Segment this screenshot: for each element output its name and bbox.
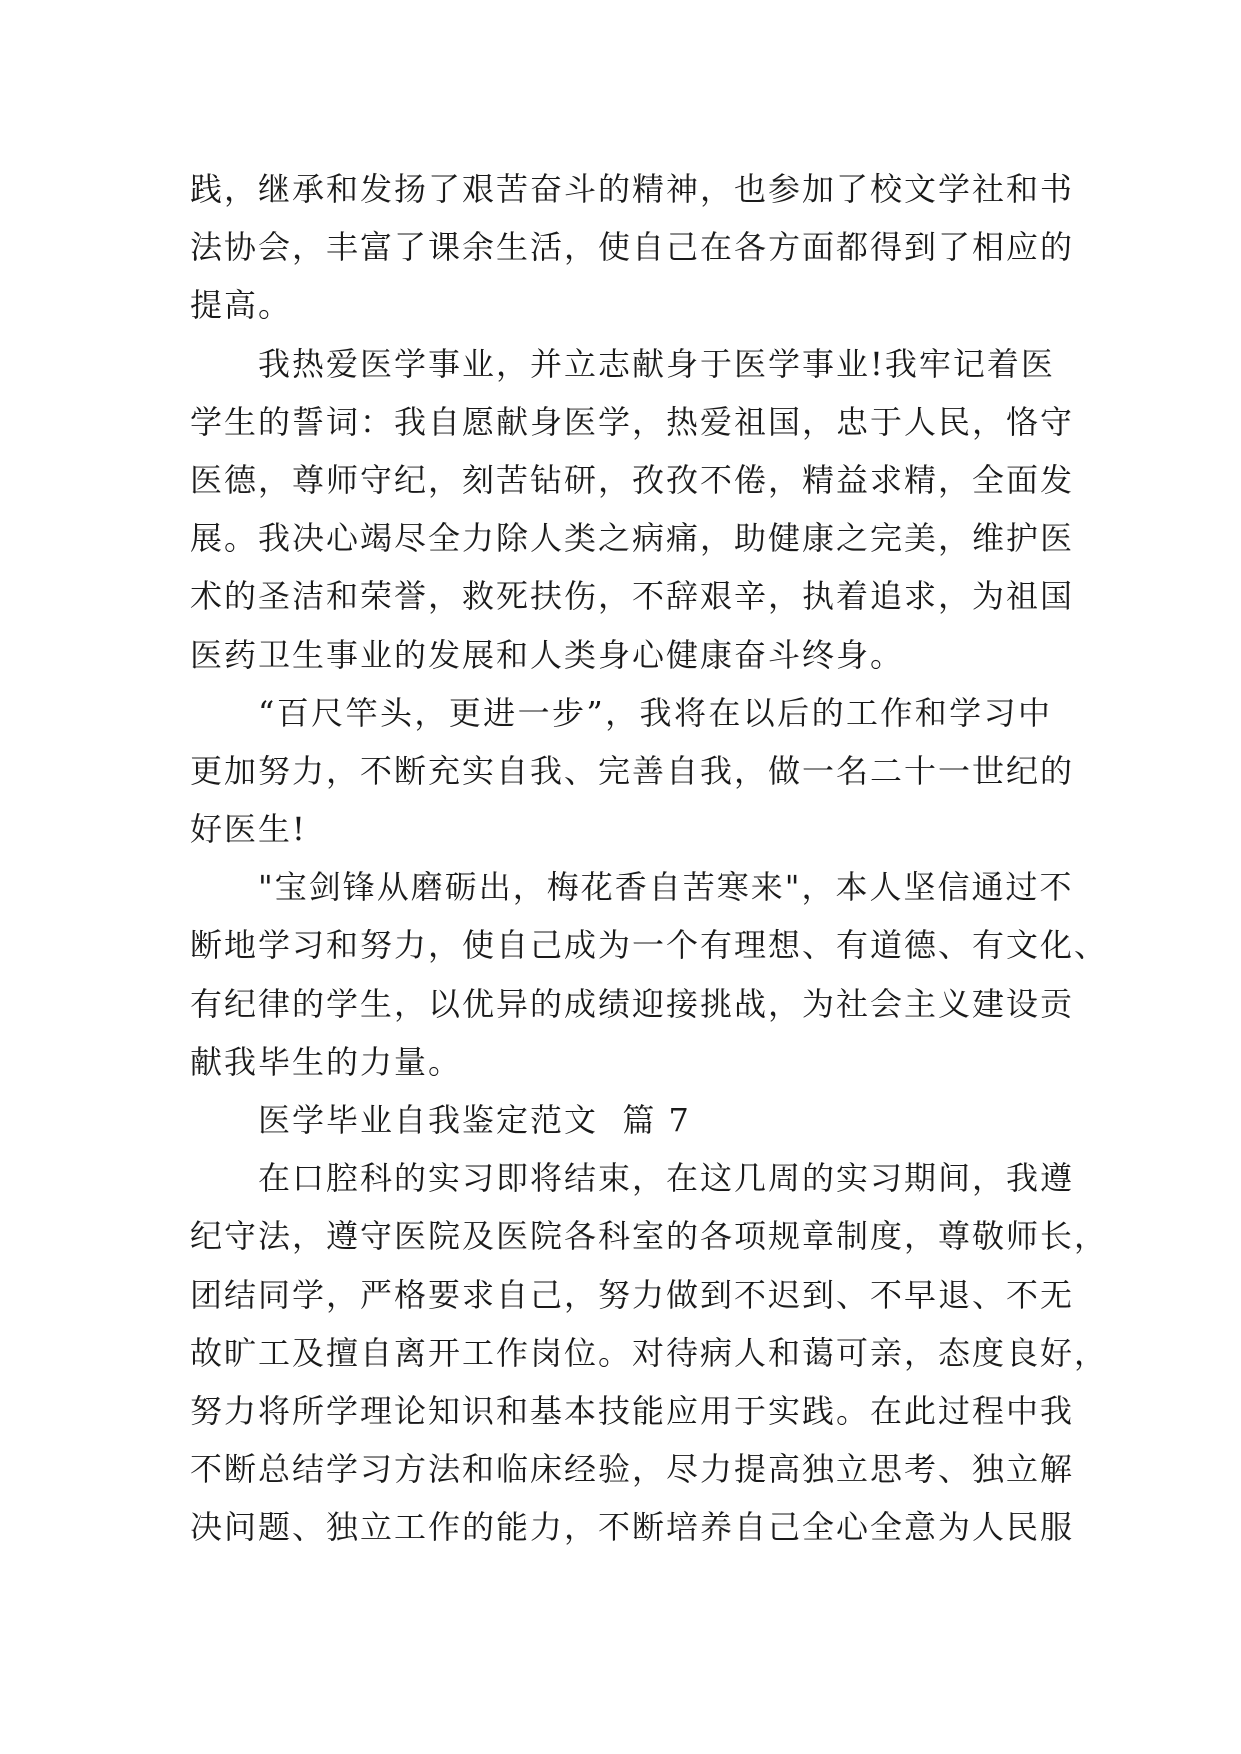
text-line: 更加努力，不断充实自我、完善自我，做一名二十一世纪的 [190,751,1075,790]
paragraph-progress [190,684,1075,859]
text-line: 有纪律的学生，以优异的成绩迎接挑战，为社会主义建设贡 [190,984,1075,1023]
text-line: 献我毕生的力量。 [190,1042,463,1081]
text-line: 学生的誓词：我自愿献身医学，热爱祖国，忠于人民，恪守 [190,402,1075,441]
text-line: 在口腔科的实习即将结束，在这几周的实习期间，我遵 [258,1159,1075,1198]
paragraph-internship [190,1149,1109,1556]
document-body [190,160,1109,1557]
paragraph-motto [190,858,1109,1091]
text-line: 展。我决心竭尽全力除人类之病痛，助健康之完美，维护医 [190,519,1075,558]
text-line: 医药卫生事业的发展和人类身心健康奋斗终身。 [190,635,905,674]
text-line: 断地学习和努力，使自己成为一个有理想、有道德、有文化、 [190,926,1109,965]
text-line: 好医生! [190,810,307,849]
text-line: 提高。 [190,286,293,325]
text-line: 纪守法，遵守医院及医院各科室的各项规章制度，尊敬师长， [190,1217,1109,1256]
text-line: 医德，尊师守纪，刻苦钻研，孜孜不倦，精益求精，全面发 [190,460,1075,499]
text-line: 我热爱医学事业，并立志献身于医学事业!我牢记着医 [258,344,1055,383]
text-line: 法协会，丰富了课余生活，使自己在各方面都得到了相应的 [190,228,1075,267]
paragraph-oath [190,335,1075,684]
text-line: 践，继承和发扬了艰苦奋斗的精神，也参加了校文学社和书 [190,170,1075,208]
paragraph-continuation [190,160,1075,335]
text-line: 决问题、独立工作的能力，不断培养自己全心全意为人民服 [190,1508,1075,1547]
section-heading [190,1091,1052,1149]
text-line: 不断总结学习方法和临床经验，尽力提高独立思考、独立解 [190,1450,1075,1489]
text-line: 团结同学，严格要求自己，努力做到不迟到、不早退、不无 [190,1275,1075,1314]
text-line: 术的圣洁和荣誉，救死扶伤，不辞艰辛，执着追求，为祖国 [190,577,1075,616]
heading-line: 医学毕业自我鉴定范文 篇 7 [258,1101,691,1139]
text-line: "宝剑锋从磨砺出，梅花香自苦寒来"，本人坚信通过不 [258,868,1074,907]
text-line: 努力将所学理论知识和基本技能应用于实践。在此过程中我 [190,1391,1075,1430]
text-line: “百尺竿头，更进一步”，我将在以后的工作和学习中 [258,693,1052,732]
text-line: 故旷工及擅自离开工作岗位。对待病人和蔼可亲，态度良好， [190,1333,1109,1372]
